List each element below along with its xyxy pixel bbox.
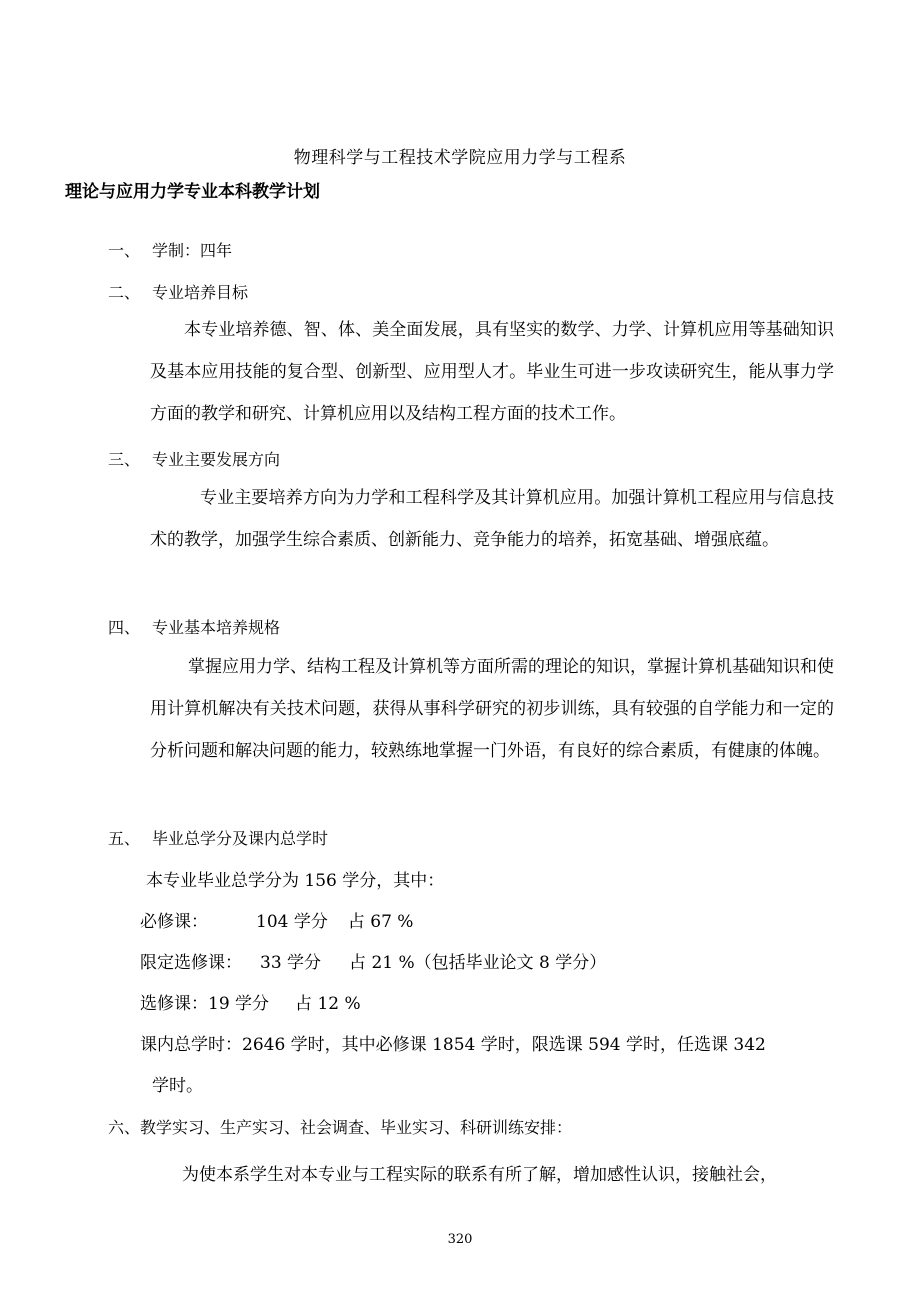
elective-percent: 占 12 % <box>295 994 361 1014</box>
limited-label: 限定选修课： <box>140 953 242 973</box>
section-title: 专业基本培养规格 <box>152 618 281 637</box>
required-label: 必修课： <box>140 912 208 932</box>
section-number: 四、 <box>108 618 141 637</box>
section-6-body: 为使本系学生对本专业与工程实际的联系有所了解，增加感性认识，接触社会， <box>182 1165 777 1185</box>
section-4-heading <box>108 615 280 638</box>
section-number: 三、 <box>108 450 141 469</box>
page-number: 320 <box>447 1232 473 1247</box>
section-4-body: 掌握应用力学、结构工程及计算机等方面所需的理论的知识，掌握计算机基础知识和使用计算机解决有关技术问题，获得从事科学研究的初步训练，具有较强的自学能力和一定的分析问题和解决问题的能力，较熟练地掌握一门外语，有良好的综合素质，有健康的体魄。 <box>150 657 834 761</box>
section-title: 毕业总学分及课内总学时 <box>152 829 329 848</box>
class-hours-line-continued: 学时。 <box>152 1076 203 1096</box>
limited-credits: 33 学分 <box>260 953 322 973</box>
limited-percent: 占 21 %（包括毕业论文 8 学分） <box>349 953 607 973</box>
required-percent: 占 67 % <box>347 912 414 932</box>
elective-label: 选修课：19 学分 <box>140 994 270 1014</box>
section-number: 一、 <box>108 241 141 260</box>
section-2-heading <box>108 280 248 303</box>
credits-intro: 本专业毕业总学分为 156 学分，其中： <box>146 871 445 891</box>
limited-elective-line <box>140 948 606 973</box>
elective-line <box>140 989 361 1014</box>
section-title: 学制：四年 <box>152 241 233 260</box>
section-6-heading: 六、教学实习、生产实习、社会调查、毕业实习、科研训练安排： <box>108 1118 573 1137</box>
section-3-heading <box>108 447 280 470</box>
page-header: 物理科学与工程技术学院应用力学与工程系 <box>293 148 627 168</box>
class-hours-line: 课内总学时：2646 学时，其中必修课 1854 学时，限选课 594 学时，任选课 342 <box>140 1035 766 1055</box>
required-courses-line <box>140 907 413 932</box>
section-3-body: 专业主要培养方向为力学和工程科学及其计算机应用。加强计算机工程应用与信息技术的教学，加强学生综合素质、创新能力、竞争能力的培养，拓宽基础、增强底蕴。 <box>150 488 834 550</box>
required-credits: 104 学分 <box>256 912 328 932</box>
section-title: 专业主要发展方向 <box>152 450 281 469</box>
document-title: 理论与应用力学专业本科教学计划 <box>65 182 320 202</box>
section-number: 五、 <box>108 829 141 848</box>
section-5-heading <box>108 826 328 849</box>
section-2-body: 本专业培养德、智、体、美全面发展，具有坚实的数学、力学、计算机应用等基础知识及基本应用技能的复合型、创新型、应用型人才。毕业生可进一步攻读研究生，能从事力学方面的教学和研究、计算机应用以及结构工程方面的技术工作。 <box>150 320 834 424</box>
section-number: 二、 <box>108 283 141 302</box>
section-1-heading <box>108 238 232 261</box>
section-title: 专业培养目标 <box>152 283 249 302</box>
